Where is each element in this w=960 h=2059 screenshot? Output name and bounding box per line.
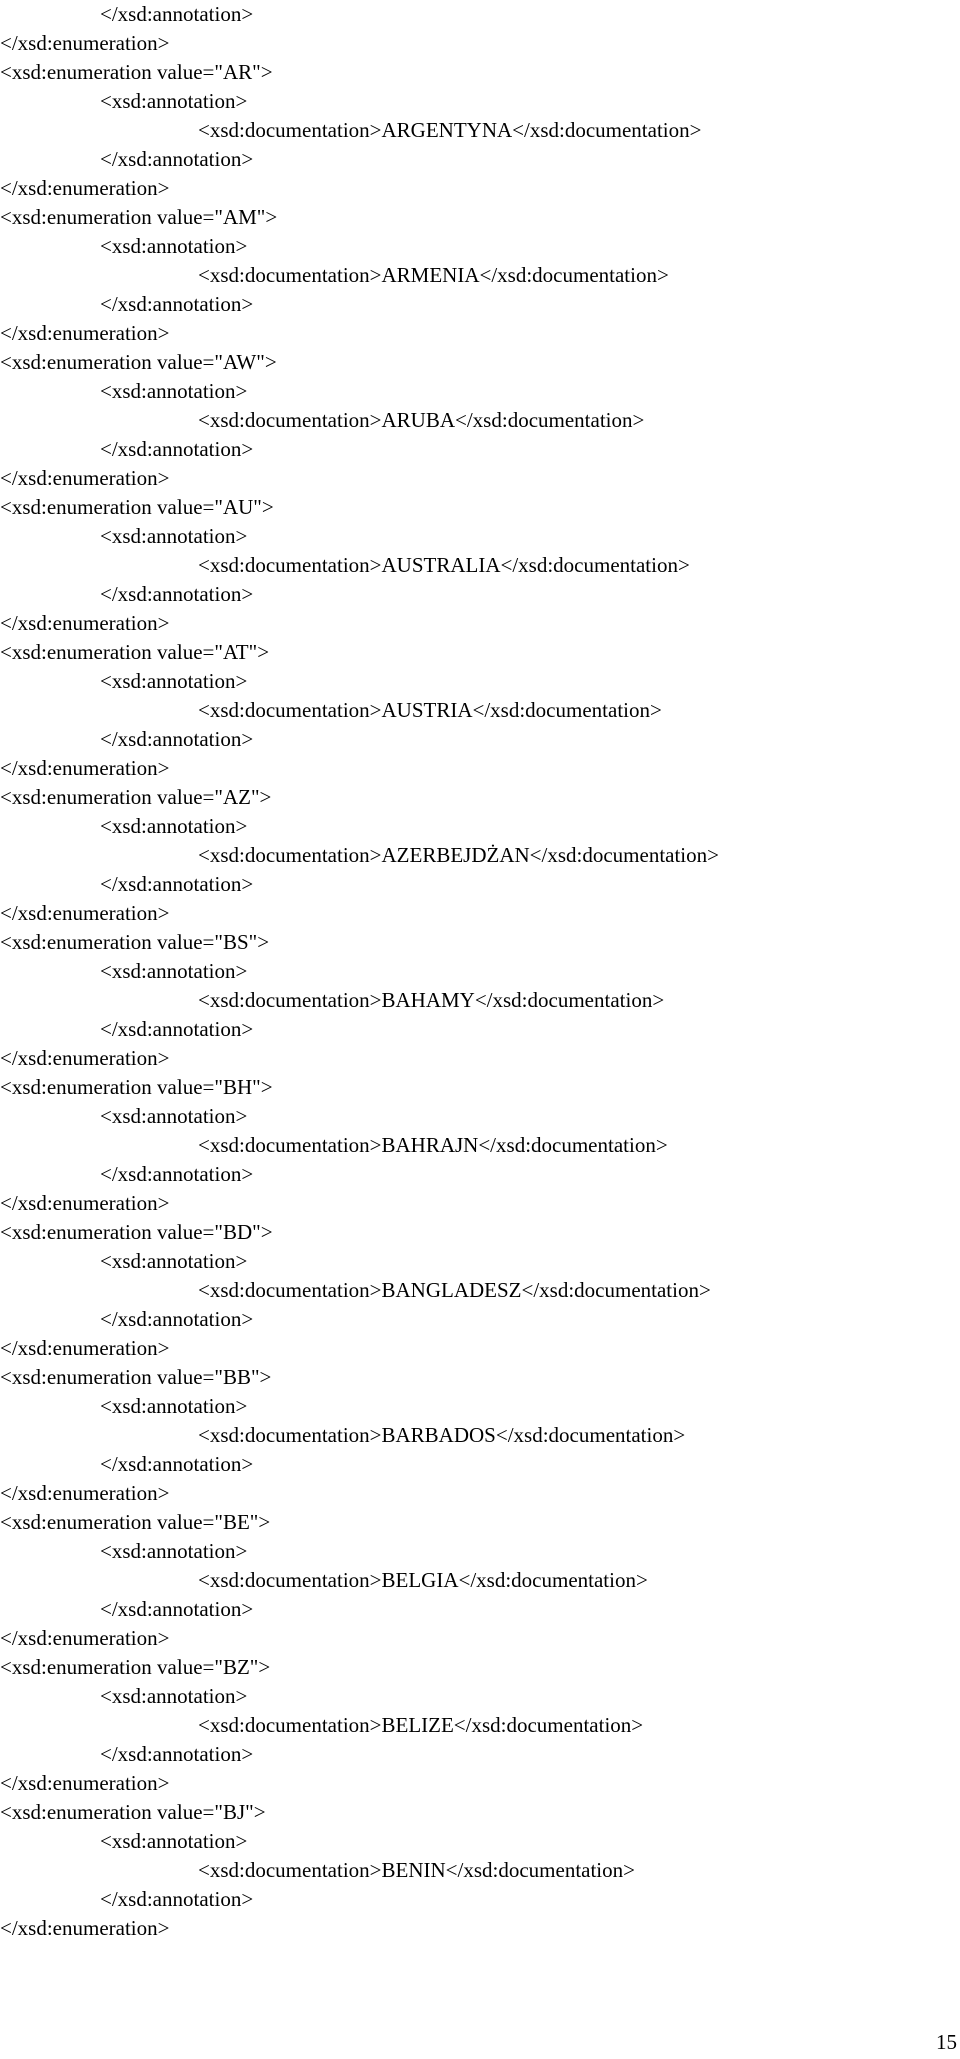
- code-line: </xsd:annotation>: [100, 1742, 254, 1766]
- code-line: <xsd:annotation>: [100, 1829, 248, 1853]
- code-line: <xsd:annotation>: [100, 814, 248, 838]
- code-line: <xsd:annotation>: [100, 89, 248, 113]
- code-line: <xsd:annotation>: [100, 1249, 248, 1273]
- code-line: <xsd:enumeration value="BZ">: [0, 1655, 271, 1679]
- code-line: </xsd:annotation>: [100, 2, 254, 26]
- code-line: <xsd:documentation>ARUBA</xsd:documentation>: [198, 408, 645, 432]
- code-line: <xsd:enumeration value="BS">: [0, 930, 270, 954]
- code-line: <xsd:documentation>BAHAMY</xsd:documentation>: [198, 988, 665, 1012]
- code-line: </xsd:annotation>: [100, 147, 254, 171]
- code-line: <xsd:documentation>BARBADOS</xsd:documentation>: [198, 1423, 686, 1447]
- code-line: <xsd:documentation>BANGLADESZ</xsd:documentation>: [198, 1278, 711, 1302]
- code-line: </xsd:enumeration>: [0, 1626, 170, 1650]
- code-line: <xsd:documentation>BELGIA</xsd:documentation>: [198, 1568, 648, 1592]
- code-line: </xsd:enumeration>: [0, 1191, 170, 1215]
- code-line: </xsd:enumeration>: [0, 1336, 170, 1360]
- code-line: <xsd:documentation>BELIZE</xsd:documentation>: [198, 1713, 644, 1737]
- code-line: </xsd:annotation>: [100, 582, 254, 606]
- code-line: <xsd:enumeration value="AT">: [0, 640, 270, 664]
- code-line: </xsd:enumeration>: [0, 1771, 170, 1795]
- code-line: </xsd:enumeration>: [0, 321, 170, 345]
- code-line: </xsd:annotation>: [100, 1887, 254, 1911]
- code-line: </xsd:enumeration>: [0, 466, 170, 490]
- code-line: <xsd:documentation>ARGENTYNA</xsd:documentation>: [198, 118, 702, 142]
- code-line: <xsd:enumeration value="BE">: [0, 1510, 271, 1534]
- code-line: <xsd:annotation>: [100, 1394, 248, 1418]
- code-line: <xsd:annotation>: [100, 959, 248, 983]
- code-line: <xsd:enumeration value="AZ">: [0, 785, 272, 809]
- code-line: <xsd:annotation>: [100, 1684, 248, 1708]
- code-line: <xsd:annotation>: [100, 1539, 248, 1563]
- code-line: <xsd:documentation>AUSTRALIA</xsd:documentation>: [198, 553, 690, 577]
- code-line: </xsd:annotation>: [100, 1597, 254, 1621]
- code-line: </xsd:annotation>: [100, 1162, 254, 1186]
- code-line: <xsd:documentation>BAHRAJN</xsd:documentation>: [198, 1133, 668, 1157]
- code-line: <xsd:documentation>AZERBEJDŻAN</xsd:documentation>: [198, 843, 719, 867]
- code-line: <xsd:enumeration value="AM">: [0, 205, 278, 229]
- code-line: </xsd:enumeration>: [0, 611, 170, 635]
- code-line: <xsd:annotation>: [100, 379, 248, 403]
- code-line: <xsd:enumeration value="BH">: [0, 1075, 273, 1099]
- code-line: </xsd:annotation>: [100, 437, 254, 461]
- code-line: <xsd:documentation>AUSTRIA</xsd:documentation>: [198, 698, 662, 722]
- code-line: </xsd:annotation>: [100, 872, 254, 896]
- code-line: <xsd:enumeration value="BD">: [0, 1220, 273, 1244]
- code-line: <xsd:documentation>ARMENIA</xsd:documentation>: [198, 263, 669, 287]
- page-number: 15: [936, 2030, 957, 2054]
- code-line: <xsd:annotation>: [100, 669, 248, 693]
- code-line: </xsd:enumeration>: [0, 901, 170, 925]
- code-line: </xsd:annotation>: [100, 1452, 254, 1476]
- code-line: <xsd:enumeration value="BJ">: [0, 1800, 266, 1824]
- code-line: <xsd:enumeration value="BB">: [0, 1365, 272, 1389]
- code-line: </xsd:annotation>: [100, 292, 254, 316]
- code-line: </xsd:enumeration>: [0, 176, 170, 200]
- code-line: <xsd:annotation>: [100, 1104, 248, 1128]
- code-line: </xsd:enumeration>: [0, 1046, 170, 1070]
- code-line: <xsd:annotation>: [100, 234, 248, 258]
- code-line: <xsd:enumeration value="AU">: [0, 495, 274, 519]
- code-line: </xsd:enumeration>: [0, 1481, 170, 1505]
- code-line: <xsd:enumeration value="AR">: [0, 60, 273, 84]
- code-line: </xsd:enumeration>: [0, 756, 170, 780]
- code-line: <xsd:documentation>BENIN</xsd:documentation>: [198, 1858, 635, 1882]
- code-line: </xsd:annotation>: [100, 727, 254, 751]
- code-line: </xsd:annotation>: [100, 1017, 254, 1041]
- code-line: </xsd:enumeration>: [0, 1916, 170, 1940]
- code-line: </xsd:enumeration>: [0, 31, 170, 55]
- code-line: </xsd:annotation>: [100, 1307, 254, 1331]
- code-line: <xsd:annotation>: [100, 524, 248, 548]
- code-line: <xsd:enumeration value="AW">: [0, 350, 277, 374]
